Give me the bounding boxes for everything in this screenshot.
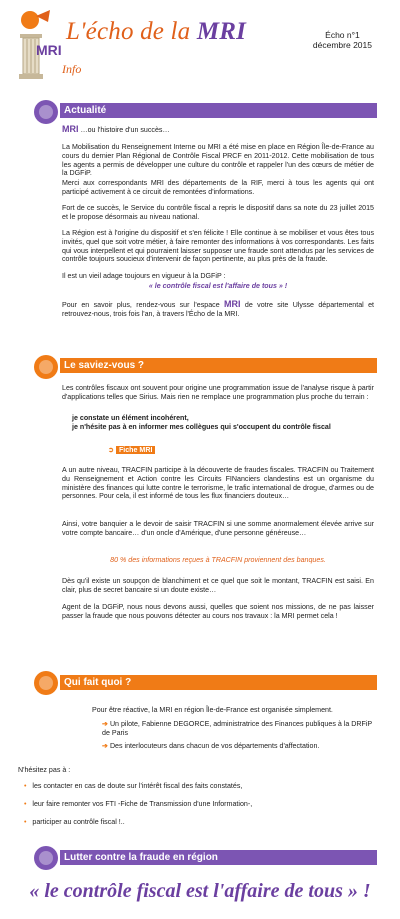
actualite-p5: Il est un vieil adage toujours en vigueur à la DGFiP :	[62, 272, 226, 280]
closing-quote: « le contrôle fiscal est l'affaire de tous » !	[29, 880, 371, 902]
issue-number: Écho n°1	[325, 30, 360, 40]
actualite-badge-icon	[34, 100, 58, 124]
qui-p1: Pour être réactive, la MRI en région Île-de-France est organisée simplement.	[92, 706, 333, 714]
saviez-quote: 80 % des informations reçues à TRACFIN proviennent des banques.	[110, 556, 326, 564]
logo-mri: MRI	[36, 42, 62, 58]
logo-info: Info	[62, 62, 82, 76]
d2-text: leur faire remonter vos FTI -Fiche de Transmission d'une Information-,	[32, 800, 253, 808]
actualite-intro	[62, 125, 374, 135]
actualite-p3: Fort de ce succès, le Service du contrôle fiscal a repris le dispositif dans sa note du 23 juillet 2015 et le propose désormais au niveau national.	[62, 204, 374, 221]
newsletter-header	[0, 0, 400, 90]
fiche-mri-link[interactable]: Fiche MRI	[116, 446, 156, 454]
hesitez-item-3	[24, 818, 374, 827]
actualite-p2: Merci aux correspondants MRI des départements de la RIF, merci à tous les agents qui ont participé activement à ce circuit de remontées d'informations.	[62, 179, 374, 196]
qui-li1	[102, 720, 374, 738]
d3-text: participer au contrôle fiscal !..	[32, 818, 125, 826]
hesitez-item-1	[24, 782, 374, 791]
hesitez-label: N'hésitez pas à :	[18, 766, 71, 774]
actualite-p6	[62, 300, 374, 319]
hesitez-item-2	[24, 800, 374, 809]
p6-end: de votre site Ulysse départemental et retrouvez-nous, trois fois l'an, à travers l'Écho de la MRI.	[62, 301, 374, 318]
saviez-b1: je constate un élément incohérent,	[72, 414, 189, 422]
bullet-icon: •	[24, 782, 27, 790]
p6-start: Pour en savoir plus, rendez-vous sur l'espace	[62, 301, 220, 309]
fiche-row	[108, 446, 308, 455]
actualite-p4: La Région est à l'origine du dispositif et s'en félicite ! Elle continue à se mobiliser et vous êtes tous invités, quel que soit votre métier, à faire remonter des informations à vos correspondants. Les faits qui vous interpellent et qui pourraient laisser supposer une fraude sont attendus par les services de contrôle toujours soucieux d'intervenir de façon pertinente, au plus près de la fraude.	[62, 229, 374, 264]
saviez-b2: je n'hésite pas à en informer mes collègues qui s'occupent du contrôle fiscal	[72, 423, 331, 431]
bullet-icon: •	[24, 800, 27, 808]
qui-badge-icon	[34, 671, 58, 695]
title-mri: MRI	[196, 18, 247, 45]
mri-chip-icon: MRI	[62, 124, 79, 134]
intro-text: …ou l'histoire d'un succès…	[80, 126, 170, 134]
lutter-heading: Lutter contre la fraude en région	[60, 850, 377, 865]
saviez-p1: Les contrôles fiscaux ont souvent pour origine une programmation issue de l'analyse risque à partir d'applications telles que Sirius. Mais rien ne remplace une programmation plus proche du terrain :	[62, 384, 374, 401]
li1-text: Un pilote, Fabienne DEGORCE, administratrice des Finances publiques à la DRFiP de Paris	[102, 720, 373, 737]
bullet-icon: •	[24, 818, 27, 826]
newsletter-title	[66, 18, 246, 46]
saviez-heading: Le saviez-vous ?	[60, 358, 377, 373]
saviez-p2: A un autre niveau, TRACFIN participe à la découverte de fraudes fiscales. TRACFIN ou Traitement du Renseignement et Action contre les Circuits FINanciers clandestins est un organisme du ministère des finances qui lutte contre le terrorisme, le trafic international de drogue, d'armes ou de personnes. Pour cela, il est informé de tous les flux financiers douteux…	[62, 466, 374, 501]
d1-text: les contacter en cas de doute sur l'intérêt fiscal des faits constatés,	[32, 782, 243, 790]
saviez-p4: Dès qu'il existe un soupçon de blanchiment et ce quel que soit le montant, TRACFIN est saisi. En clair, plus de secret bancaire si un doute existe…	[62, 577, 374, 594]
li2-text: Des interlocuteurs dans chacun de vos départements d'affectation.	[109, 742, 320, 750]
actualite-p1: La Mobilisation du Renseignement Interne ou MRI a été mise en place en Région Île-de-France au cours du dernier Plan Régional de Contrôle Fiscal PRCF en 2011-2012. Cette mobilisation de tous les agents a permis de développer une culture du contrôle et rappeler l'un des cœurs de métier de la DGFiP.	[62, 143, 374, 178]
mri-space-icon: MRI	[224, 299, 241, 309]
actualite-heading: Actualité	[60, 103, 377, 118]
saviez-badge-icon	[34, 355, 58, 379]
arrow-icon: ➲	[108, 446, 114, 454]
arrow-icon: ➔	[102, 720, 108, 728]
issue-info	[313, 30, 372, 50]
qui-li2	[102, 742, 374, 751]
actualite-quote: « le contrôle fiscal est l'affaire de tous » !	[148, 282, 288, 290]
qui-heading: Qui fait quoi ?	[60, 675, 377, 690]
saviez-p5: Agent de la DGFiP, nous nous devons aussi, quelles que soient nos missions, de ne pas laisser passer la fraude que nous pouvons détecter au cours nos travaux : la MRI permet cela !	[62, 603, 374, 620]
saviez-p3: Ainsi, votre banquier a le devoir de saisir TRACFIN si une somme anormalement élevée arrive sur votre compte bancaire… d'un oncle d'Amérique, d'une personne généreuse…	[62, 520, 374, 537]
arrow-icon: ➔	[102, 742, 108, 750]
issue-date: décembre 2015	[312, 40, 372, 50]
title-prefix: L'écho de la	[66, 18, 191, 45]
lutter-badge-icon	[34, 846, 58, 870]
